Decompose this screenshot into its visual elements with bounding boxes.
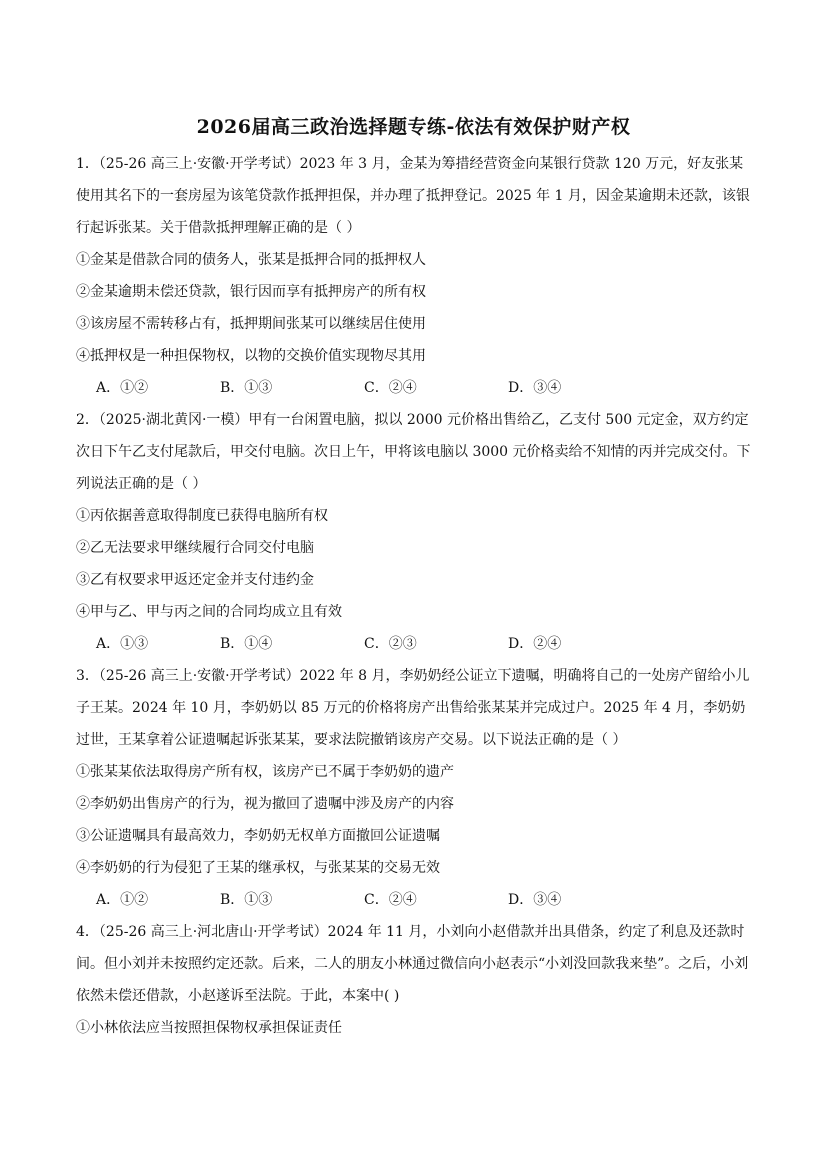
question-stem: 2．（2025·湖北黄冈·一模）甲有一台闲置电脑，拟以 2000 元价格出售给乙，乙支付 500 元定金，双方约定次日下午乙支付尾款后，甲交付电脑。次日上午，甲将该电脑以 3000 元价格卖给不知情的丙并完成交付。下列说法正确的是（ ） xyxy=(76,412,751,492)
statement-1: ①小林依法应当按照担保物权承担保证责任 xyxy=(76,1020,342,1036)
choice-b[interactable]: B．①④ xyxy=(220,636,273,652)
question-list xyxy=(76,148,756,1044)
statement-3: ③该房屋不需转移占有，抵押期间张某可以继续居住使用 xyxy=(76,316,426,332)
choice-c[interactable]: C．②③ xyxy=(364,636,417,652)
question-stem: 4．（25-26 高三上·河北唐山·开学考试）2024 年 11 月，小刘向小赵借款并出具借条，约定了利息及还款时间。但小刘并未按照约定还款。后来，二人的朋友小林通过微信向小赵表示“小刘没回款我来垫”。之后，小刘依然未偿还借款，小赵遂诉至法院。于此，本案中( ) xyxy=(76,924,749,1004)
answer-choices xyxy=(76,884,756,916)
question-stem: 1．（25-26 高三上·安徽·开学考试）2023 年 3 月，金某为筹措经营资金向某银行贷款 120 万元，好友张某使用其名下的一套房屋为该笔贷款作抵押担保，并办理了抵押登记。2025 年 1 月，因金某逾期未还款，该银行起诉张某。关于借款抵押理解正确的是（ ） xyxy=(76,156,750,236)
question-4 xyxy=(76,916,756,1044)
question-1 xyxy=(76,148,756,404)
answer-choices xyxy=(76,628,756,660)
answer-choices xyxy=(76,372,756,404)
choice-a[interactable]: A．①③ xyxy=(96,636,149,652)
statement-1: ①丙依据善意取得制度已获得电脑所有权 xyxy=(76,508,328,524)
question-stem: 3．（25-26 高三上·安徽·开学考试）2022 年 8 月，李奶奶经公证立下遗嘱，明确将自己的一处房产留给小儿子王某。2024 年 10 月，李奶奶以 85 万元的价格将房产出售给张某某并完成过户。2025 年 4 月，李奶奶过世，王某拿着公证遗嘱起诉张某某，要求法院撤销该房产交易。以下说法正确的是（ ） xyxy=(76,668,750,748)
question-3 xyxy=(76,660,756,916)
choice-a[interactable]: A．①② xyxy=(96,892,149,908)
statement-1: ①金某是借款合同的债务人，张某是抵押合同的抵押权人 xyxy=(76,252,426,268)
choice-d[interactable]: D．③④ xyxy=(508,892,562,908)
choice-a[interactable]: A．①② xyxy=(96,380,149,396)
choice-b[interactable]: B．①③ xyxy=(220,380,273,396)
statement-3: ③公证遗嘱具有最高效力，李奶奶无权单方面撤回公证遗嘱 xyxy=(76,828,440,844)
statement-3: ③乙有权要求甲返还定金并支付违约金 xyxy=(76,572,314,588)
choice-c[interactable]: C．②④ xyxy=(364,892,417,908)
statement-2: ②金某逾期未偿还贷款，银行因而享有抵押房产的所有权 xyxy=(76,284,426,300)
choice-d[interactable]: D．③④ xyxy=(508,380,562,396)
statement-2: ②乙无法要求甲继续履行合同交付电脑 xyxy=(76,540,314,556)
statement-4: ④李奶奶的行为侵犯了王某的继承权，与张某某的交易无效 xyxy=(76,860,440,876)
choice-d[interactable]: D．②④ xyxy=(508,636,562,652)
question-2 xyxy=(76,404,756,660)
statement-4: ④甲与乙、甲与丙之间的合同均成立且有效 xyxy=(76,604,342,620)
choice-b[interactable]: B．①③ xyxy=(220,892,273,908)
page-title: 2026届高三政治选择题专练-依法有效保护财产权 xyxy=(196,116,631,138)
statement-4: ④抵押权是一种担保物权，以物的交换价值实现物尽其用 xyxy=(76,348,426,364)
statement-1: ①张某某依法取得房产所有权，该房产已不属于李奶奶的遗产 xyxy=(76,764,454,780)
choice-c[interactable]: C．②④ xyxy=(364,380,417,396)
statement-2: ②李奶奶出售房产的行为，视为撤回了遗嘱中涉及房产的内容 xyxy=(76,796,454,812)
